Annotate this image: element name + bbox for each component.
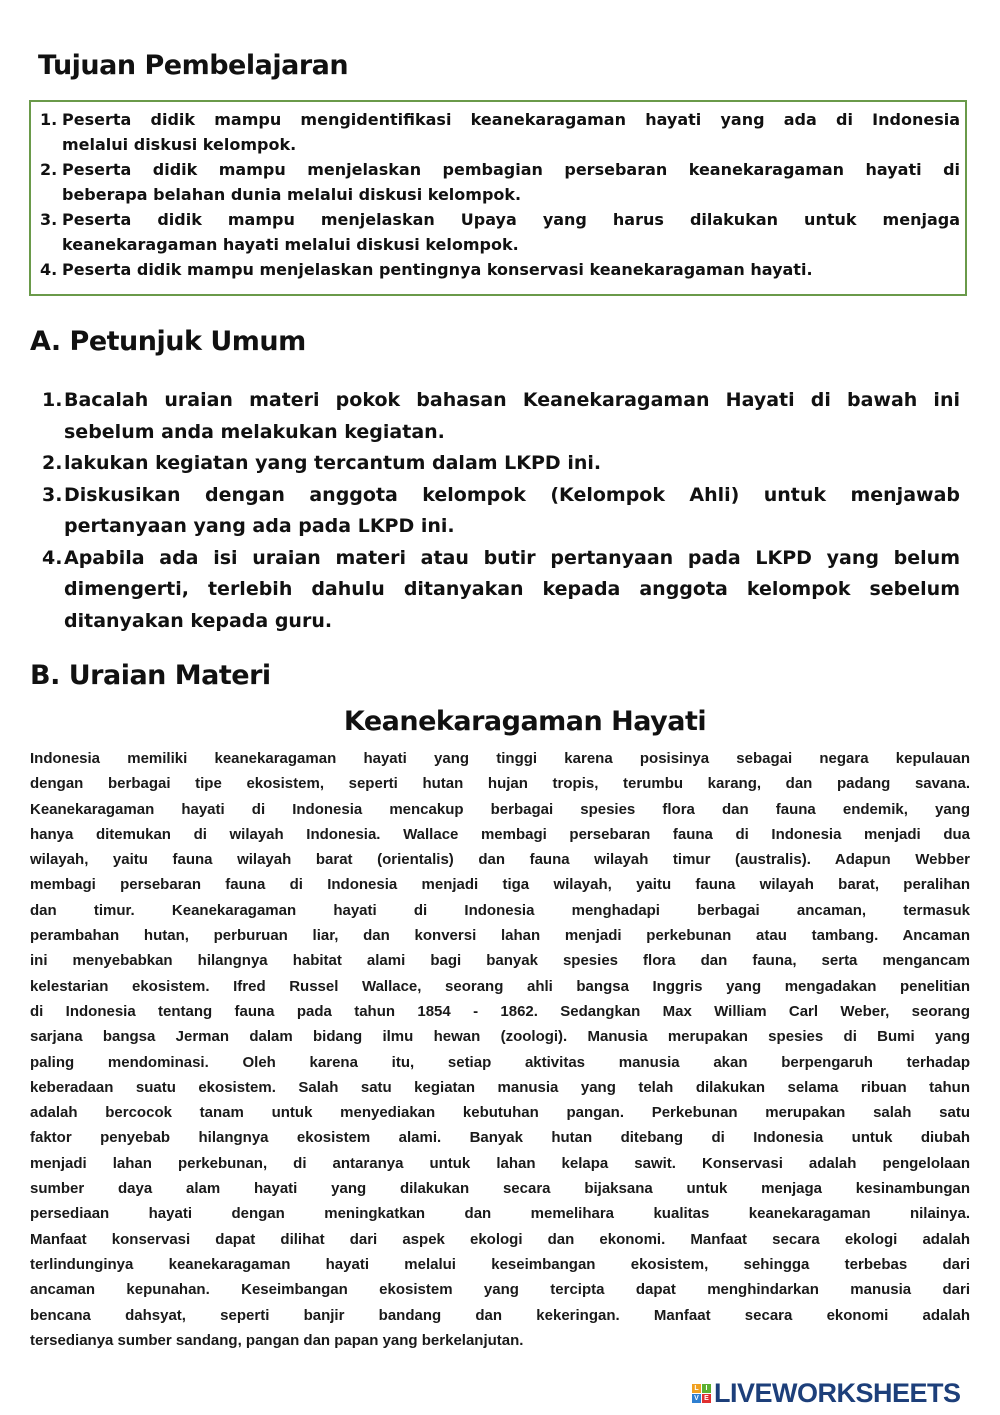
logo-tiles-icon xyxy=(692,1384,711,1403)
list-line: Peserta didik mampu menjelaskan pentingnya konservasi keanekaragaman hayati. xyxy=(62,260,813,279)
paragraph-line: kelestarian ekosistem. Ifred Russel Wallace, seorang ahli bangsa Inggris yang mengadakan penelitian xyxy=(30,977,970,995)
list-number: 3. xyxy=(42,483,63,506)
petunjuk-list xyxy=(42,385,960,637)
list-item xyxy=(40,207,960,257)
tujuan-list xyxy=(40,107,960,282)
material-paragraph xyxy=(30,746,970,1353)
list-number: 2. xyxy=(42,452,63,474)
list-line: dimengerti, terlebih dahulu ditanyakan kepada anggota kelompok sebelum xyxy=(64,578,960,600)
paragraph-line: ancaman kepunahan. Keseimbangan ekosistem yang tercipta dapat menghindarkan manusia dari xyxy=(30,1281,970,1299)
paragraph-line: dan timur. Keanekaragaman hayati di Indonesia menghadapi berbagai ancaman, termasuk xyxy=(30,901,970,919)
paragraph-line: keberadaan suatu ekosistem. Salah satu kegiatan manusia yang telah dilakukan selama ribuan tahun xyxy=(30,1078,970,1096)
paragraph-line: Keanekaragaman hayati di Indonesia mencakup berbagai spesies flora dan fauna endemik, yang xyxy=(30,800,970,818)
heading-petunjuk-umum: A. Petunjuk Umum xyxy=(30,326,306,357)
logo-tile: I xyxy=(702,1384,711,1393)
list-item xyxy=(42,543,960,638)
logo-tile: L xyxy=(692,1384,701,1393)
paragraph-line: paling mendominasi. Oleh karena itu, setiap aktivitas manusia akan berpengaruh terhadap xyxy=(30,1053,970,1071)
list-line: sebelum anda melakukan kegiatan. xyxy=(64,420,445,443)
paragraph-line: dengan berbagai tipe ekosistem, seperti hutan hujan tropis, terumbu karang, dan padang savana. xyxy=(30,775,970,793)
paragraph-line: Manfaat konservasi dapat dilihat dari aspek ekologi dan ekonomi. Manfaat secara ekologi adalah xyxy=(30,1230,970,1248)
list-line: melalui diskusi kelompok. xyxy=(62,135,297,154)
list-number: 1. xyxy=(40,110,58,129)
list-line: Peserta didik mampu mengidentifikasi keanekaragaman hayati yang ada di Indonesia xyxy=(62,110,960,129)
list-number: 4. xyxy=(42,546,63,569)
heading-uraian-materi: B. Uraian Materi xyxy=(30,660,271,691)
list-item xyxy=(40,157,960,207)
material-title: Keanekaragaman Hayati xyxy=(343,706,707,737)
paragraph-line: faktor penyebab hilangnya ekosistem alami. Banyak hutan ditebang di Indonesia untuk diubah xyxy=(30,1129,970,1147)
list-item xyxy=(42,480,960,543)
paragraph-line: menjadi lahan perkebunan, di antaranya untuk lahan kelapa sawit. Konservasi adalah pengelolaan xyxy=(30,1154,970,1172)
list-line: keanekaragaman hayati melalui diskusi kelompok. xyxy=(62,235,519,254)
list-line: beberapa belahan dunia melalui diskusi kelompok. xyxy=(62,185,522,204)
list-line: Peserta didik mampu menjelaskan pembagian persebaran keanekaragaman hayati di xyxy=(62,160,960,179)
list-item xyxy=(42,385,960,448)
paragraph-line: di Indonesia tentang fauna pada tahun 1854 - 1862. Sedangkan Max William Carl Weber, seorang xyxy=(30,1002,970,1020)
liveworksheets-logo xyxy=(692,1378,961,1409)
paragraph-line: bencana dahsyat, seperti banjir bandang dan kekeringan. Manfaat secara ekonomi adalah xyxy=(30,1306,970,1324)
paragraph-line: perambahan hutan, perburuan liar, dan konversi lahan menjadi perkebunan atau tambang. Ancaman xyxy=(30,927,970,945)
paragraph-line: ini menyebabkan hilangnya habitat alami bagi banyak spesies flora dan fauna, serta mengancam xyxy=(30,952,970,970)
paragraph-line: persediaan hayati dengan meningkatkan dan memelihara kualitas keanekaragaman nilainya. xyxy=(30,1205,970,1223)
list-item xyxy=(40,257,960,282)
paragraph-line: tersedianya sumber sandang, pangan dan papan yang berkelanjutan. xyxy=(30,1331,524,1349)
list-line: Bacalah uraian materi pokok bahasan Keanekaragaman Hayati di bawah ini xyxy=(64,389,960,411)
list-line: lakukan kegiatan yang tercantum dalam LKPD ini. xyxy=(64,452,602,474)
list-number: 2. xyxy=(40,160,58,179)
paragraph-line: membagi persebaran fauna di Indonesia menjadi tiga wilayah, yaitu fauna wilayah barat, peralihan xyxy=(30,876,970,894)
paragraph-line: terlindunginya keanekaragaman hayati melalui keseimbangan ekosistem, sehingga terbebas dari xyxy=(30,1255,970,1273)
paragraph-line: Indonesia memiliki keanekaragaman hayati yang tinggi karena posisinya sebagai negara kepulauan xyxy=(30,750,970,767)
list-item xyxy=(42,448,960,480)
list-line: Peserta didik mampu menjelaskan Upaya yang harus dilakukan untuk menjaga xyxy=(62,210,960,229)
list-number: 4. xyxy=(40,260,58,279)
list-line: pertanyaan yang ada pada LKPD ini. xyxy=(64,515,455,537)
logo-tile: E xyxy=(702,1394,711,1403)
logo-text: LIVEWORKSHEETS xyxy=(714,1378,961,1408)
paragraph-line: adalah bercocok tanam untuk menyediakan kebutuhan pangan. Perkebunan merupakan salah satu xyxy=(30,1104,970,1122)
logo-tile: V xyxy=(692,1394,701,1403)
paragraph-line: sarjana bangsa Jerman dalam bidang ilmu hewan (zoologi). Manusia merupakan spesies di Bumi yang xyxy=(30,1028,970,1046)
list-line: Apabila ada isi uraian materi atau butir pertanyaan pada LKPD yang belum xyxy=(64,546,960,569)
list-number: 3. xyxy=(40,210,58,229)
paragraph-line: hanya ditemukan di wilayah Indonesia. Wallace membagi persebaran fauna di Indonesia menjadi dua xyxy=(30,825,970,843)
list-line: Diskusikan dengan anggota kelompok (Kelompok Ahli) untuk menjawab xyxy=(64,483,960,506)
list-line: ditanyakan kepada guru. xyxy=(64,609,333,632)
list-item xyxy=(40,107,960,157)
paragraph-line: sumber daya alam hayati yang dilakukan secara bijaksana untuk menjaga kesinambungan xyxy=(30,1180,970,1198)
heading-tujuan-pembelajaran: Tujuan Pembelajaran xyxy=(38,50,349,81)
paragraph-line: wilayah, yaitu fauna wilayah barat (orientalis) dan fauna wilayah timur (australis). Adapun Webber xyxy=(30,851,970,869)
list-number: 1. xyxy=(42,389,63,411)
